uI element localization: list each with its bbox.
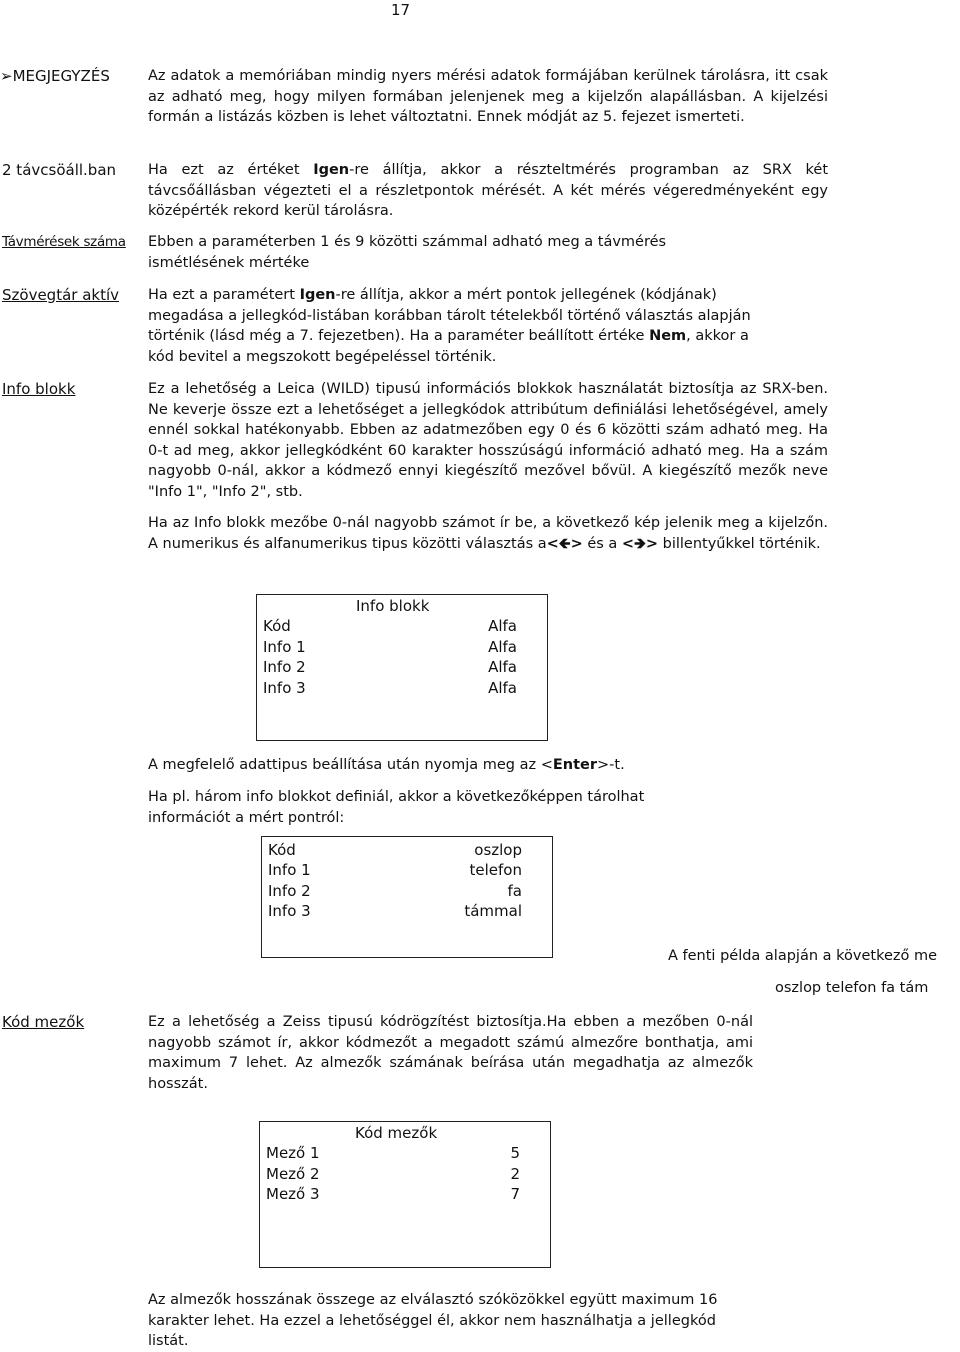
example-text: Ha pl. három info blokkot definiál, akkor a következőképpen tárolhat információt a mért pontról: bbox=[148, 789, 645, 826]
overflow-line-2: oszlop telefon fa tám bbox=[775, 980, 929, 996]
screen-row: Info 1 telefon bbox=[268, 861, 522, 879]
note-text: Az adatok a memóriában mindig nyers mérési adatok formájában kerülnek tárolásra, itt csak az adható meg, hogy milyen formában jelenjenek meg a kijelzőn alapállásban. A kijelzési formán a listázás közben is lehet változtatni. Ennek módját az 5. fejezet ismerteti. bbox=[148, 68, 828, 125]
codefields-screen-title: Kód mezők bbox=[355, 1124, 438, 1142]
final-text: Az almezők hosszának összege az elválasztó szóközökkel együtt maximum 16 karakter lehet. Ha ezzel a lehetőséggel él, akkor nem használhatja a jellegkód listát. bbox=[148, 1292, 718, 1349]
left-arrow-key-icon: <🡸> bbox=[546, 535, 583, 552]
codefields-screen bbox=[259, 1121, 551, 1268]
screen-row: Mező 3 7 bbox=[266, 1185, 520, 1203]
infoblock-screen bbox=[256, 594, 548, 741]
telescope-text: Ha ezt az értéket Igen-re állítja, akkor a részteltmérés programban az SRX két távcsőállásban végezteti el a részletpontok mérését. A két mérés végeredményeként egy középérték rekord kerül tárolásra. bbox=[148, 162, 829, 219]
distance-label: Távmérések száma bbox=[2, 234, 126, 250]
screen-row: Kód oszlop bbox=[268, 841, 522, 859]
infoblock-screen-title: Info blokk bbox=[356, 597, 430, 615]
codefields-label: Kód mezők bbox=[2, 1013, 85, 1031]
right-arrow-key-icon: <🡺> bbox=[621, 535, 658, 552]
codebook-text: Ha ezt a paramétert Igen-re állítja, akkor a mért pontok jellegének (kódjának) megadása a jellegkód-listában korábban tárolt tételekből történő választás alapján történik (lásd még a 7. fejezetben). Ha a paraméter beállított értéke Nem, akkor a kód bevitel a megszokott begépeléssel történik. bbox=[148, 287, 751, 365]
codefields-text: Ez a lehetőség a Zeiss tipusú kódrögzítést biztosítja.Ha ebben a mezőben 0-nál nagyobb számot ír, akkor kódmezőt a megadott számú almezőre bonthatja, ami maximum 7 lehet. Az almezők számának beírása után megadhatja az almezők hosszát. bbox=[148, 1014, 753, 1092]
infoblock-label: Info blokk bbox=[2, 380, 76, 398]
screen-row: Mező 2 2 bbox=[266, 1165, 520, 1183]
example-screen bbox=[261, 836, 553, 958]
infoblock-text2: Ha az Info blokk mezőbe 0-nál nagyobb számot ír be, a következő kép jelenik meg a kijelzőn. A numerikus és alfanumerikus tipus közötti választás a<🡸> és a <🡺> billentyűkkel történik. bbox=[148, 513, 828, 554]
distance-text: Ebben a paraméterben 1 és 9 közötti számmal adható meg a távmérés ismétlésének mértéke bbox=[148, 234, 667, 271]
screen-row: Info 2 Alfa bbox=[263, 658, 517, 676]
note-label bbox=[0, 66, 110, 86]
screen-row: Kód Alfa bbox=[263, 617, 517, 635]
overflow-line-1: A fenti példa alapján a következő me bbox=[668, 948, 938, 964]
screen-row: Info 3 támmal bbox=[268, 902, 522, 920]
telescope-label: 2 távcsöáll.ban bbox=[2, 161, 117, 179]
codebook-label: Szövegtár aktív bbox=[2, 286, 120, 304]
arrow-marker-icon: ➢ bbox=[0, 67, 13, 85]
screen-row: Info 3 Alfa bbox=[263, 679, 517, 697]
screen-row: Mező 1 5 bbox=[266, 1144, 520, 1162]
infoblock-text: Ez a lehetőség a Leica (WILD) tipusú információs blokkok használatát biztosítja az SRX-ben. Ne keverje össze ezt a lehetőséget a jellegkódok attribútum definiálási lehetőségével, amely ennél sokkal hatékonyabb. Ebben az adatmezőben egy 0 és 6 közötti szám adható meg. Ha 0-t ad meg, akkor jellegkódként 60 karakter hosszúságú információ adható meg. Ha a szám nagyobb 0-nál, akkor a kódmező ennyi kiegészítő mezővel bővül. A kiegészítő mezők neve "Info 1", "Info 2", stb. bbox=[148, 381, 828, 500]
page-number: 17 bbox=[391, 1, 411, 19]
enter-text: A megfelelő adattipus beállítása után nyomja meg az <Enter>-t. bbox=[148, 757, 625, 773]
screen-row: Info 1 Alfa bbox=[263, 638, 517, 656]
note-label-text: MEGJEGYZÉS bbox=[12, 67, 110, 85]
screen-row: Info 2 fa bbox=[268, 882, 522, 900]
